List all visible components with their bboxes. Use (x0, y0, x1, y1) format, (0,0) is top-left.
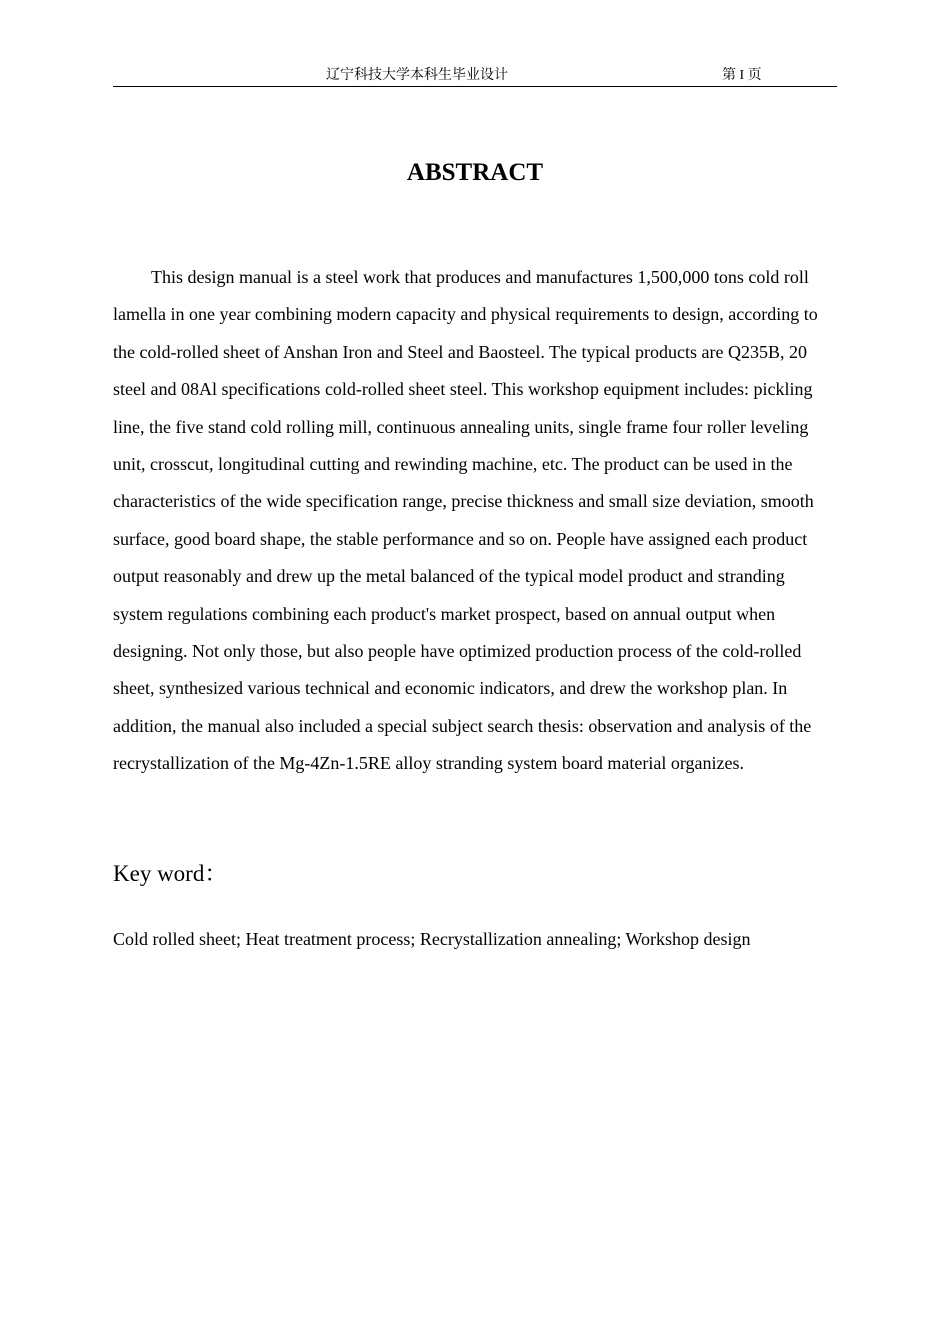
header-page-number: 第 I 页 (722, 68, 762, 83)
abstract-paragraph: This design manual is a steel work that produces and manufactures 1,500,000 tons cold roll lamella in one year combining modern capacity and physical requirements to design, according to the cold-rolled sheet of Anshan Iron and Steel and Baosteel. The typical products are Q235B, 20 steel and 08Al specifications cold-rolled sheet steel. This workshop equipment includes: pickling line, the five stand cold rolling mill, continuous annealing units, single frame four roller leveling unit, crosscut, longitudinal cutting and rewinding machine, etc. The product can be used in the characteristics of the wide specification range, precise thickness and small size deviation, smooth surface, good board shape, the stable performance and so on. People have assigned each product output reasonably and drew up the metal balanced of the typical model product and stranding system regulations combining each product's market prospect, based on annual output when designing. Not only those, but also people have optimized production process of the cold-rolled sheet, synthesized various technical and economic indicators, and drew the workshop plan. In addition, the manual also included a special subject search thesis: observation and analysis of the recrystallization of the Mg-4Zn-1.5RE alloy stranding system board material organizes. (113, 267, 818, 774)
header-title: 辽宁科技大学本科生毕业设计 (326, 68, 508, 83)
abstract-heading: ABSTRACT (406, 159, 544, 186)
keywords-heading: Key word： (113, 861, 228, 886)
keywords-list: Cold rolled sheet; Heat treatment process; Recrystallization annealing; Workshop design (113, 929, 751, 949)
page-header (113, 66, 837, 87)
